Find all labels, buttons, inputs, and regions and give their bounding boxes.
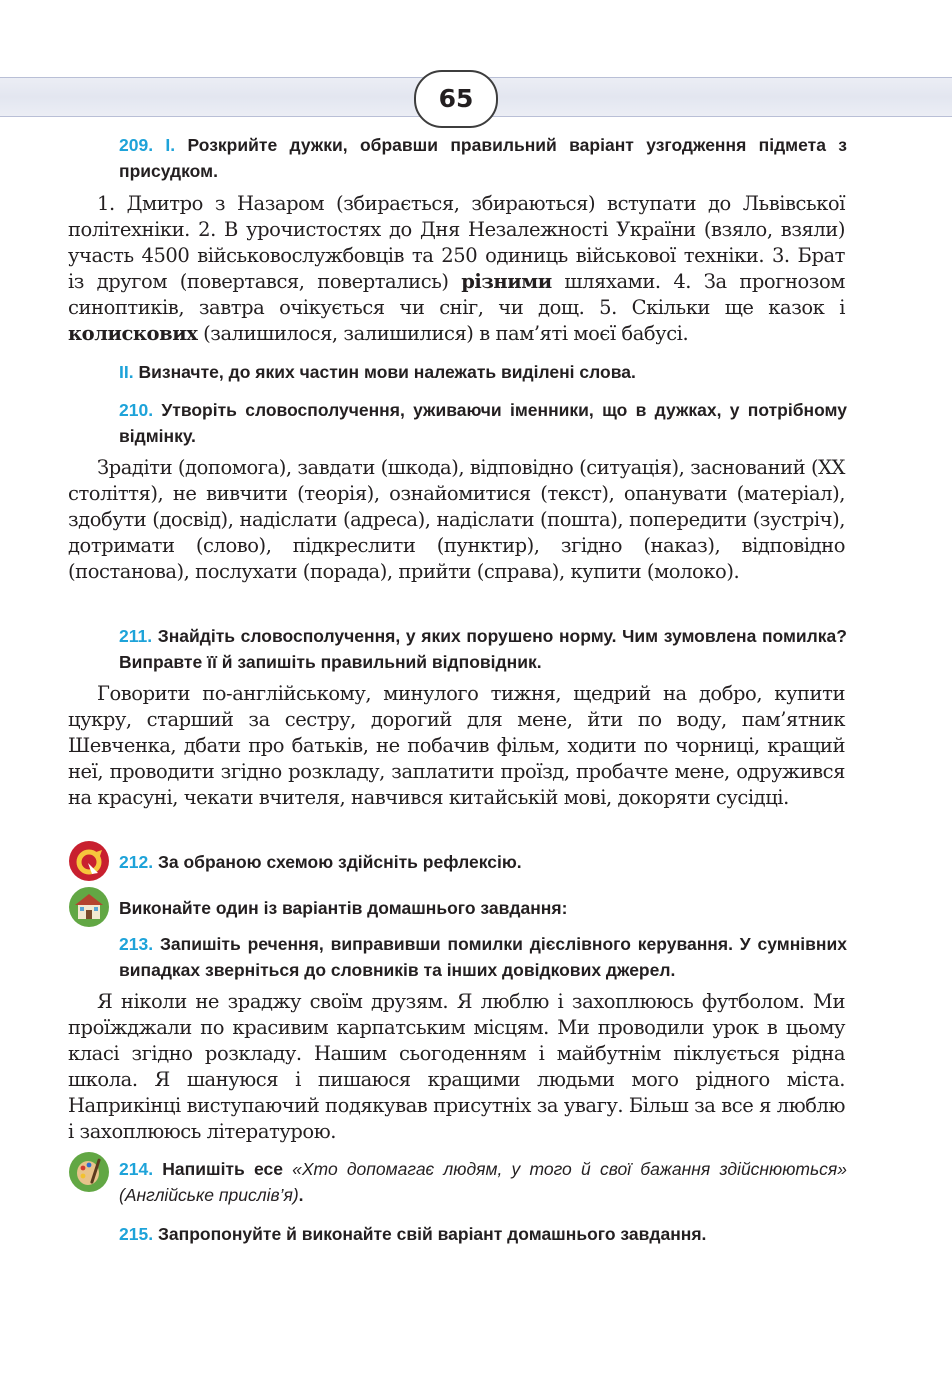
- task-213-text: Я ніколи не зраджу своїм друзям. Я люблю і захоплююсь футболом. Ми проїжджали по красивим карпатським місцям. Ми проводили урок в цьому класі згідно розкладу. Нашим сьогоденням і майбутнім піклується рідна школа. Я шануюся і пишаюся кращими людьми мого рідного міста. Наприкінці виступаючий подякував присутніх за увагу. Більш за все я люблю і захоплююсь літературою.: [68, 990, 845, 1143]
- task-214-instruction: 214. Напишіть есе «Хто допомагає людям, у того й свої бажання здійснюються» (Англійське прислів’я).: [119, 1159, 847, 1205]
- task-209-instruction: [119, 132, 847, 184]
- task-number: 214.: [119, 1159, 154, 1179]
- task-instruction: Напишіть есе: [162, 1159, 283, 1179]
- task-212-instruction: [119, 849, 847, 875]
- task-209-text: 1. Дмитро з Назаром (збирається, збираються) вступати до Львівської політехніки. 2. В урочистостях до Дня Незалежності України (взяло, взяли) участь 4500 військовослужбовців та 250 одиниць військової техніки. 3. Брат із другом (повертався, повертались) різними шляхами. 4. За прогнозом синоптиків, завтра очікується чи сніг, чи дощ. 5. Скільки ще казок і колискових (залишилося, залишилися) в пам’яті моєї бабусі.: [68, 192, 845, 345]
- task-210-instruction: [119, 397, 847, 449]
- task-number: 213.: [119, 934, 154, 954]
- task-number: 211.: [119, 626, 153, 646]
- task-instruction: Визначте, до яких частин мови належать виділені слова.: [138, 362, 636, 382]
- task-instruction: Розкрийте дужки, обравши правильний варіант узгодження підмета з присудком.: [119, 135, 847, 181]
- task-instruction: Запропонуйте й виконайте свій варіант домашнього завдання.: [157, 1224, 707, 1244]
- task-211-text: Говорити по-англійському, минулого тижня, щедрий на добро, купити цукру, старший за сестру, дорогий для мене, йти по воду, пам’ятник Шевченка, дбати про батьків, не побачив фільм, ходити по чорниці, кращий неї, проводити згідно розкладу, заплатити проїзд, пробачте мене, одружився на красуні, чекати вчителя, навчився китайській мові, докоряти сусідці.: [68, 682, 845, 809]
- task-209-part2-instruction: [119, 359, 847, 385]
- house-icon: [68, 886, 110, 928]
- task-211-instruction: [119, 623, 847, 675]
- task-instruction: Виконайте один із варіантів домашнього завдання:: [119, 898, 568, 918]
- task-instruction: Знайдіть словосполучення, у яких порушено норму. Чим зумовлена помилка? Виправте її й запишіть правильний відповідник.: [119, 626, 847, 672]
- task-instruction: За обраною схемою здійсніть рефлексію.: [157, 852, 522, 872]
- task-215-instruction: [119, 1221, 847, 1247]
- task-number: 212.: [119, 852, 154, 872]
- highlighted-word: колискових: [68, 322, 198, 345]
- highlighted-word: різними: [461, 270, 552, 293]
- page-number: 65: [414, 70, 498, 128]
- task-number: 215.: [119, 1224, 154, 1244]
- task-210-text: Зрадіти (допомога), завдати (шкода), відповідно (ситуація), заснований (ХХ століття), не вивчити (теорія), ознайомитися (текст), опанувати (матеріал), здобути (досвід), надіслати (адреса), надіслати (пошта), попередити (зустріч), дотримати (слово), підкреслити (пунктир), згідно (наказ), відповідно (постанова), послухати (порада), прийти (справа), купити (молоко).: [68, 456, 845, 583]
- palette-icon: [68, 1151, 110, 1193]
- task-instruction: Запишіть речення, виправивши помилки дієслівного керування. У сумнівних випадках зверніться до словників та інших довідкових джерел.: [119, 934, 847, 980]
- task-213-instruction: [119, 931, 847, 983]
- essay-topic: «Хто допомагає людям, у того й свої бажання здійснюються» (Англійське прислів’я): [119, 1159, 847, 1205]
- reflection-icon: [68, 840, 110, 882]
- task-instruction: Утворіть словосполучення, уживаючи іменники, що в дужках, у потрібному відмінку.: [119, 400, 847, 446]
- task-number: 210.: [119, 400, 154, 420]
- task-number: II.: [119, 362, 134, 382]
- homework-instruction: [119, 895, 847, 921]
- task-number: 209. I.: [119, 135, 176, 155]
